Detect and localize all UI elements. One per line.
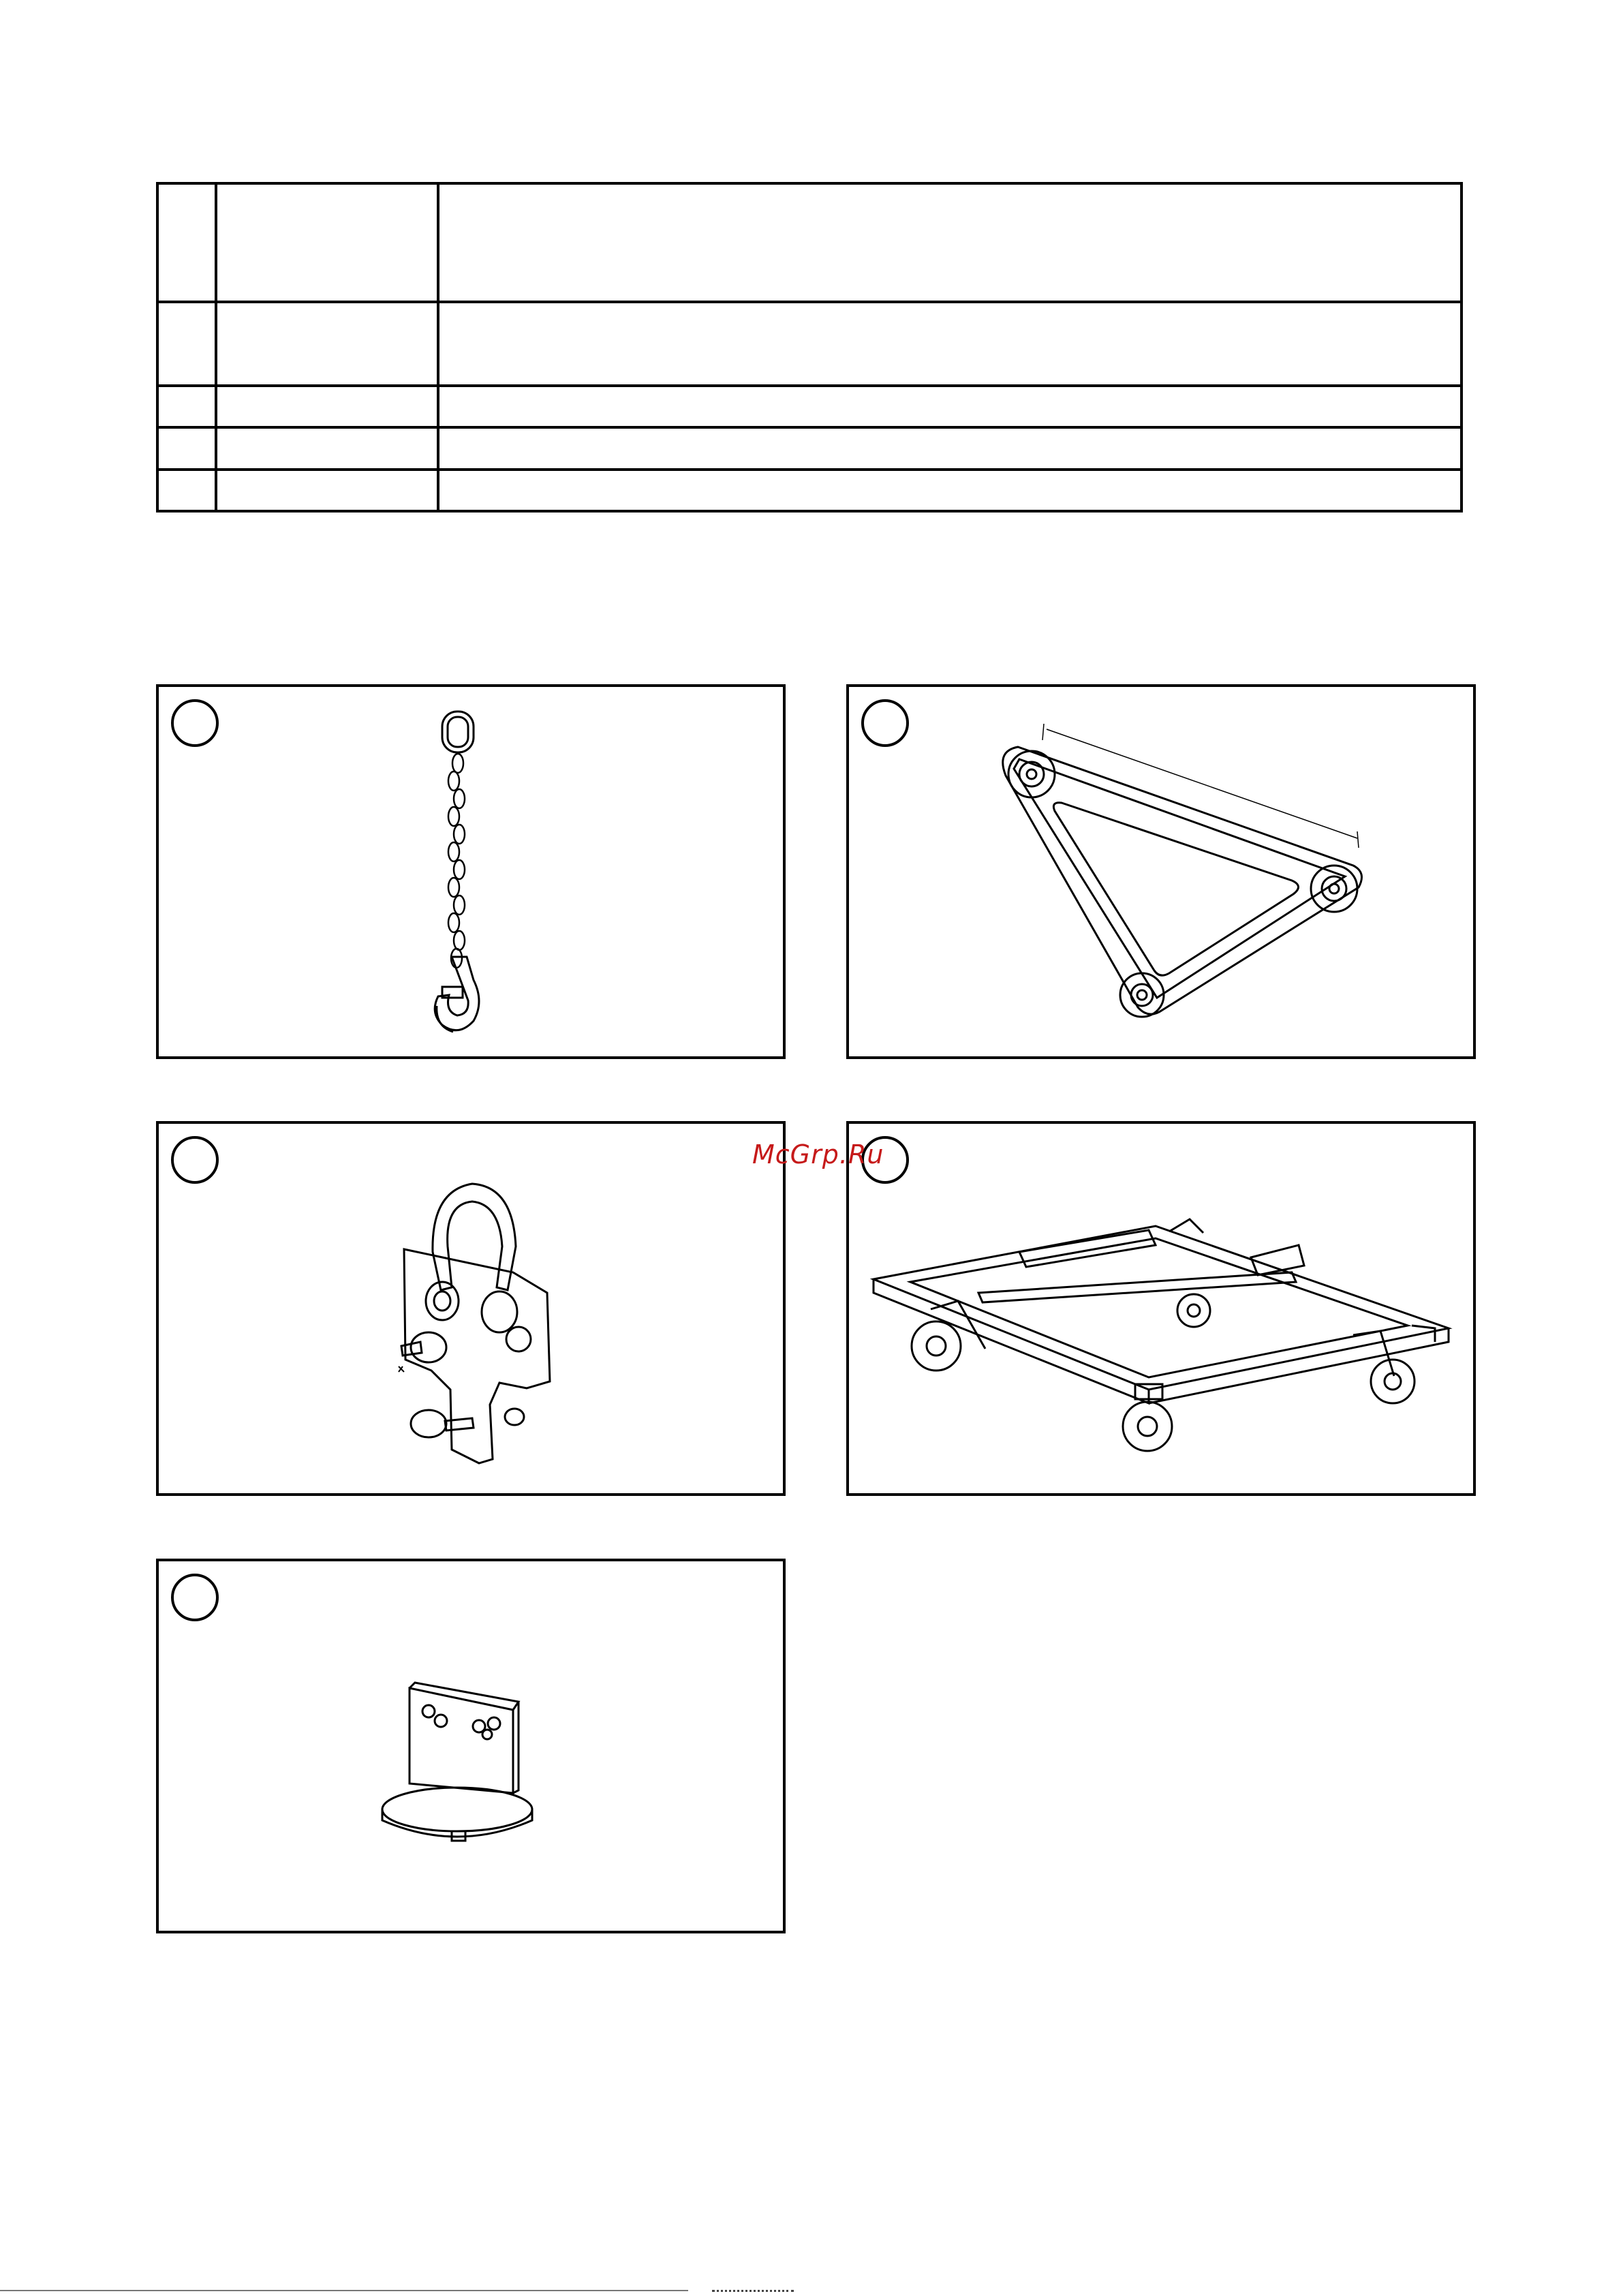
cell-description xyxy=(438,470,1462,511)
chain-sling-illustration xyxy=(159,687,788,1062)
triangle-plate-illustration xyxy=(849,687,1479,1062)
figure-triangle-plate xyxy=(846,684,1476,1059)
cell-description xyxy=(438,302,1462,386)
cell-name xyxy=(216,470,438,511)
figure-shackle-bracket xyxy=(156,1121,786,1496)
cell-number xyxy=(157,302,216,386)
cell-number xyxy=(157,386,216,427)
cell-description xyxy=(438,183,1462,302)
cell-number xyxy=(157,183,216,302)
cell-name xyxy=(216,386,438,427)
cell-description xyxy=(438,427,1462,469)
table-row xyxy=(157,470,1462,511)
table-row xyxy=(157,183,1462,302)
shackle-bracket-illustration xyxy=(159,1124,788,1499)
watermark-text: McGrp.Ru xyxy=(752,1139,884,1169)
cell-name xyxy=(216,183,438,302)
bottom-rule xyxy=(0,2290,688,2291)
table-row xyxy=(157,427,1462,469)
cell-name xyxy=(216,427,438,469)
dolly-frame-illustration xyxy=(849,1124,1479,1499)
table-row xyxy=(157,302,1462,386)
cell-name xyxy=(216,302,438,386)
figure-mount-plate xyxy=(156,1559,786,1933)
footer-marks xyxy=(712,2290,794,2296)
cell-description xyxy=(438,386,1462,427)
cell-number xyxy=(157,427,216,469)
figure-chain-sling xyxy=(156,684,786,1059)
spec-table xyxy=(156,182,1463,512)
mount-plate-illustration xyxy=(159,1561,788,1936)
table-row xyxy=(157,386,1462,427)
cell-number xyxy=(157,470,216,511)
figure-dolly-frame xyxy=(846,1121,1476,1496)
